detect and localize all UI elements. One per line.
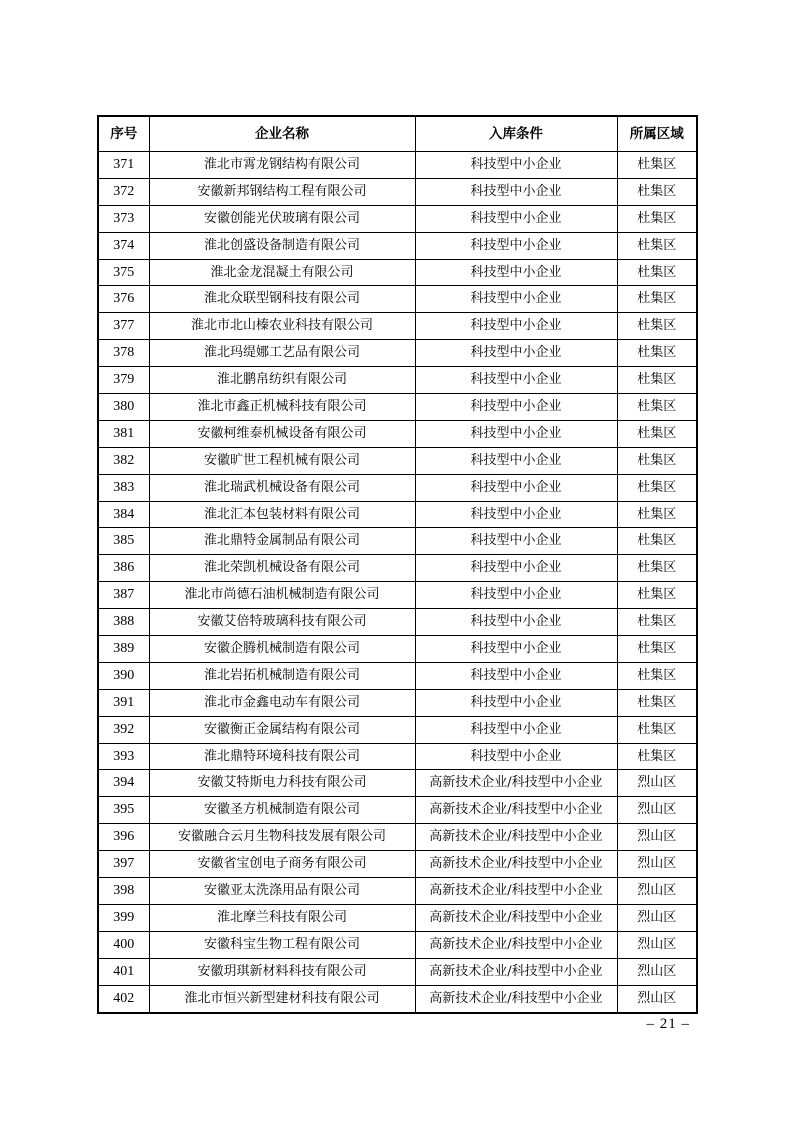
table-row (98, 394, 697, 421)
cell-serial-number: 378 (98, 340, 149, 367)
cell-admission-criteria: 科技型中小企业 (415, 528, 617, 555)
cell-admission-criteria: 科技型中小企业 (415, 367, 617, 394)
cell-admission-criteria: 高新技术企业/科技型中小企业 (415, 851, 617, 878)
cell-serial-number: 371 (98, 152, 149, 179)
cell-district: 烈山区 (617, 770, 697, 797)
cell-company-name: 安徽旷世工程机械有限公司 (149, 447, 415, 474)
cell-admission-criteria: 科技型中小企业 (415, 313, 617, 340)
cell-company-name: 淮北摩兰科技有限公司 (149, 904, 415, 931)
table-row (98, 528, 697, 555)
cell-admission-criteria: 科技型中小企业 (415, 205, 617, 232)
table-row (98, 474, 697, 501)
table-row (98, 259, 697, 286)
cell-company-name: 安徽圣方机械制造有限公司 (149, 797, 415, 824)
cell-district: 烈山区 (617, 851, 697, 878)
cell-company-name: 安徽创能光伏玻璃有限公司 (149, 205, 415, 232)
table-row (98, 958, 697, 985)
cell-company-name: 安徽企腾机械制造有限公司 (149, 636, 415, 663)
cell-serial-number: 377 (98, 313, 149, 340)
cell-serial-number: 381 (98, 420, 149, 447)
cell-admission-criteria: 高新技术企业/科技型中小企业 (415, 985, 617, 1012)
cell-district: 杜集区 (617, 420, 697, 447)
cell-admission-criteria: 高新技术企业/科技型中小企业 (415, 878, 617, 905)
cell-district: 杜集区 (617, 367, 697, 394)
cell-company-name: 安徽融合云月生物科技发展有限公司 (149, 824, 415, 851)
cell-serial-number: 384 (98, 501, 149, 528)
cell-admission-criteria: 科技型中小企业 (415, 286, 617, 313)
cell-serial-number: 397 (98, 851, 149, 878)
cell-company-name: 淮北市霄龙钢结构有限公司 (149, 152, 415, 179)
header-admission-criteria: 入库条件 (415, 116, 617, 152)
cell-admission-criteria: 科技型中小企业 (415, 420, 617, 447)
cell-district: 烈山区 (617, 878, 697, 905)
cell-serial-number: 393 (98, 743, 149, 770)
table-row (98, 689, 697, 716)
cell-admission-criteria: 高新技术企业/科技型中小企业 (415, 931, 617, 958)
table-body (98, 152, 697, 1013)
cell-company-name: 安徽衡正金属结构有限公司 (149, 716, 415, 743)
cell-district: 杜集区 (617, 609, 697, 636)
cell-district: 杜集区 (617, 582, 697, 609)
cell-admission-criteria: 科技型中小企业 (415, 609, 617, 636)
cell-company-name: 安徽新邦钢结构工程有限公司 (149, 178, 415, 205)
cell-admission-criteria: 科技型中小企业 (415, 743, 617, 770)
table-row (98, 609, 697, 636)
cell-admission-criteria: 科技型中小企业 (415, 394, 617, 421)
cell-admission-criteria: 科技型中小企业 (415, 152, 617, 179)
cell-company-name: 淮北岩拓机械制造有限公司 (149, 662, 415, 689)
table-row (98, 878, 697, 905)
cell-admission-criteria: 科技型中小企业 (415, 474, 617, 501)
cell-company-name: 淮北荣凯机械设备有限公司 (149, 555, 415, 582)
cell-company-name: 安徽科宝生物工程有限公司 (149, 931, 415, 958)
cell-district: 杜集区 (617, 716, 697, 743)
cell-admission-criteria: 科技型中小企业 (415, 232, 617, 259)
cell-serial-number: 373 (98, 205, 149, 232)
cell-serial-number: 401 (98, 958, 149, 985)
cell-company-name: 淮北鼎特金属制品有限公司 (149, 528, 415, 555)
page-number: – 21 – (646, 1016, 690, 1032)
cell-district: 杜集区 (617, 447, 697, 474)
header-company-name: 企业名称 (149, 116, 415, 152)
table-row (98, 582, 697, 609)
cell-serial-number: 394 (98, 770, 149, 797)
cell-admission-criteria: 高新技术企业/科技型中小企业 (415, 904, 617, 931)
cell-serial-number: 387 (98, 582, 149, 609)
cell-company-name: 淮北瑞武机械设备有限公司 (149, 474, 415, 501)
cell-district: 杜集区 (617, 286, 697, 313)
table-row (98, 501, 697, 528)
cell-admission-criteria: 科技型中小企业 (415, 340, 617, 367)
table-row (98, 152, 697, 179)
header-district: 所属区域 (617, 116, 697, 152)
cell-company-name: 安徽省宝创电子商务有限公司 (149, 851, 415, 878)
cell-company-name: 淮北汇本包装材料有限公司 (149, 501, 415, 528)
cell-district: 杜集区 (617, 555, 697, 582)
cell-admission-criteria: 科技型中小企业 (415, 178, 617, 205)
cell-admission-criteria: 科技型中小企业 (415, 447, 617, 474)
cell-district: 烈山区 (617, 931, 697, 958)
table-header-row (98, 116, 697, 152)
table-row (98, 797, 697, 824)
cell-company-name: 淮北市恒兴新型建材科技有限公司 (149, 985, 415, 1012)
cell-district: 杜集区 (617, 394, 697, 421)
table-row (98, 743, 697, 770)
enterprise-table (97, 115, 698, 1014)
cell-company-name: 淮北市北山榛农业科技有限公司 (149, 313, 415, 340)
cell-admission-criteria: 科技型中小企业 (415, 662, 617, 689)
cell-admission-criteria: 高新技术企业/科技型中小企业 (415, 824, 617, 851)
table-row (98, 367, 697, 394)
cell-company-name: 淮北市尚德石油机械制造有限公司 (149, 582, 415, 609)
cell-serial-number: 396 (98, 824, 149, 851)
cell-serial-number: 385 (98, 528, 149, 555)
cell-serial-number: 395 (98, 797, 149, 824)
cell-district: 杜集区 (617, 662, 697, 689)
header-serial-number: 序号 (98, 116, 149, 152)
cell-district: 烈山区 (617, 985, 697, 1012)
cell-serial-number: 390 (98, 662, 149, 689)
cell-admission-criteria: 科技型中小企业 (415, 636, 617, 663)
cell-company-name: 安徽玥琪新材料科技有限公司 (149, 958, 415, 985)
table-row (98, 985, 697, 1012)
cell-serial-number: 376 (98, 286, 149, 313)
table-row (98, 716, 697, 743)
cell-serial-number: 372 (98, 178, 149, 205)
cell-company-name: 淮北市鑫正机械科技有限公司 (149, 394, 415, 421)
cell-admission-criteria: 科技型中小企业 (415, 582, 617, 609)
table-row (98, 340, 697, 367)
cell-district: 杜集区 (617, 313, 697, 340)
cell-serial-number: 379 (98, 367, 149, 394)
cell-company-name: 淮北创盛设备制造有限公司 (149, 232, 415, 259)
cell-admission-criteria: 科技型中小企业 (415, 689, 617, 716)
cell-serial-number: 392 (98, 716, 149, 743)
cell-serial-number: 388 (98, 609, 149, 636)
cell-district: 杜集区 (617, 178, 697, 205)
cell-serial-number: 382 (98, 447, 149, 474)
cell-admission-criteria: 科技型中小企业 (415, 501, 617, 528)
cell-serial-number: 399 (98, 904, 149, 931)
cell-company-name: 淮北金龙混凝土有限公司 (149, 259, 415, 286)
cell-district: 烈山区 (617, 904, 697, 931)
table-row (98, 420, 697, 447)
cell-company-name: 淮北玛缇娜工艺品有限公司 (149, 340, 415, 367)
cell-serial-number: 402 (98, 985, 149, 1012)
cell-admission-criteria: 科技型中小企业 (415, 716, 617, 743)
cell-district: 烈山区 (617, 958, 697, 985)
cell-district: 杜集区 (617, 474, 697, 501)
cell-district: 杜集区 (617, 340, 697, 367)
cell-district: 杜集区 (617, 501, 697, 528)
cell-district: 杜集区 (617, 636, 697, 663)
cell-serial-number: 375 (98, 259, 149, 286)
cell-district: 烈山区 (617, 797, 697, 824)
table-row (98, 555, 697, 582)
table-row (98, 313, 697, 340)
table-row (98, 286, 697, 313)
cell-admission-criteria: 高新技术企业/科技型中小企业 (415, 770, 617, 797)
cell-company-name: 安徽柯维泰机械设备有限公司 (149, 420, 415, 447)
table-row (98, 178, 697, 205)
cell-district: 杜集区 (617, 232, 697, 259)
cell-serial-number: 389 (98, 636, 149, 663)
table-row (98, 662, 697, 689)
cell-serial-number: 380 (98, 394, 149, 421)
cell-company-name: 安徽艾倍特玻璃科技有限公司 (149, 609, 415, 636)
cell-district: 杜集区 (617, 152, 697, 179)
table-row (98, 205, 697, 232)
cell-admission-criteria: 科技型中小企业 (415, 555, 617, 582)
cell-admission-criteria: 高新技术企业/科技型中小企业 (415, 797, 617, 824)
cell-district: 杜集区 (617, 259, 697, 286)
cell-district: 烈山区 (617, 824, 697, 851)
cell-company-name: 淮北众联型钢科技有限公司 (149, 286, 415, 313)
cell-admission-criteria: 科技型中小企业 (415, 259, 617, 286)
cell-serial-number: 374 (98, 232, 149, 259)
cell-serial-number: 383 (98, 474, 149, 501)
cell-admission-criteria: 高新技术企业/科技型中小企业 (415, 958, 617, 985)
cell-serial-number: 391 (98, 689, 149, 716)
table-row (98, 931, 697, 958)
cell-district: 杜集区 (617, 528, 697, 555)
cell-company-name: 淮北鹏帛纺织有限公司 (149, 367, 415, 394)
cell-serial-number: 400 (98, 931, 149, 958)
cell-company-name: 安徽亚太洗涤用品有限公司 (149, 878, 415, 905)
table-row (98, 824, 697, 851)
table-row (98, 232, 697, 259)
cell-company-name: 安徽艾特斯电力科技有限公司 (149, 770, 415, 797)
table-row (98, 636, 697, 663)
table-row (98, 770, 697, 797)
table-row (98, 904, 697, 931)
cell-serial-number: 386 (98, 555, 149, 582)
cell-company-name: 淮北鼎特环境科技有限公司 (149, 743, 415, 770)
table-row (98, 851, 697, 878)
table-row (98, 447, 697, 474)
cell-company-name: 淮北市金鑫电动车有限公司 (149, 689, 415, 716)
cell-district: 杜集区 (617, 205, 697, 232)
cell-district: 杜集区 (617, 689, 697, 716)
cell-district: 杜集区 (617, 743, 697, 770)
cell-serial-number: 398 (98, 878, 149, 905)
